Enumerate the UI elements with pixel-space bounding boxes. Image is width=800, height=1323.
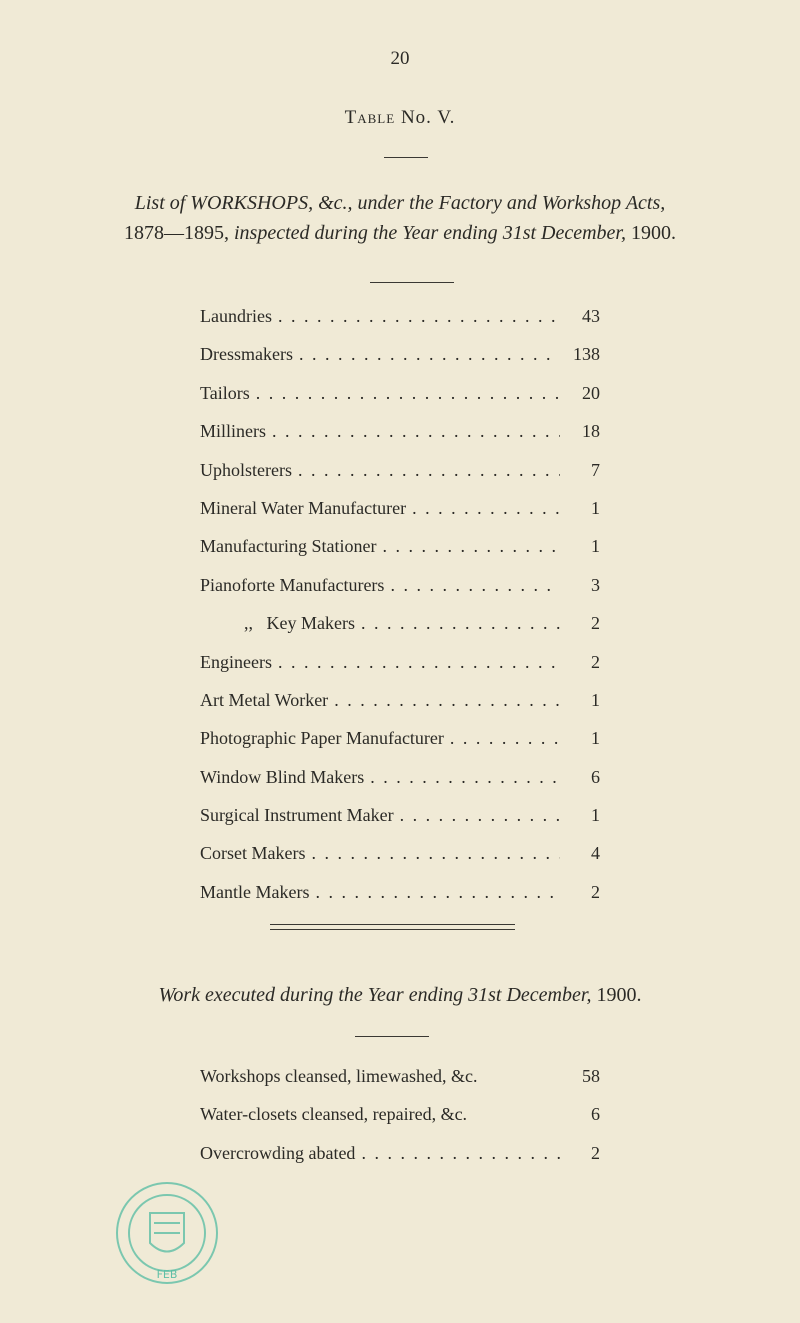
short-rule-lower (355, 1036, 429, 1037)
list-item (200, 575, 600, 613)
item-label: ,, Key Makers (244, 613, 355, 634)
list-item (200, 536, 600, 574)
list-item (200, 882, 600, 920)
work-title-year: 1900. (596, 984, 642, 1006)
item-label: Water-closets cleansed, repaired, &c. (200, 1104, 468, 1125)
work-title-date: 31st December, (468, 984, 592, 1006)
item-label: Tailors (200, 382, 250, 403)
item-value: 1 (591, 497, 600, 518)
double-rule-divider (270, 924, 515, 930)
list-item (200, 652, 600, 690)
item-value: 6 (591, 1104, 600, 1125)
list-item (200, 767, 600, 805)
item-value: 3 (591, 574, 600, 595)
short-rule-middle (370, 282, 454, 283)
library-stamp-icon (112, 1178, 222, 1288)
item-value: 58 (582, 1066, 600, 1086)
item-value: 4 (591, 843, 600, 864)
list-item (200, 460, 600, 498)
item-label: Workshops cleansed, limewashed, &c. (200, 1066, 478, 1086)
table-title-word: Table (344, 107, 396, 128)
list-item (200, 1104, 600, 1142)
table-title (0, 107, 800, 129)
item-value: 2 (591, 613, 600, 634)
item-value: 138 (573, 344, 600, 365)
list-item (200, 1066, 600, 1104)
item-label: Photographic Paper Manufacturer (200, 728, 444, 749)
work-title-text: Work executed during the Year ending (158, 984, 464, 1006)
item-label: Engineers (200, 651, 272, 672)
list-title-year: 1900. (631, 222, 676, 244)
item-label: Corset Makers (200, 843, 306, 864)
list-item (200, 383, 600, 421)
item-value: 6 (591, 766, 600, 787)
item-value: 18 (582, 421, 600, 442)
list-title-inspected: inspected during the Year ending (234, 222, 498, 244)
item-value: 43 (582, 306, 600, 326)
item-label: Window Blind Makers (200, 766, 365, 787)
item-value: 2 (591, 651, 600, 672)
short-rule-top (384, 157, 428, 158)
list-item (200, 728, 600, 766)
item-label: Overcrowding abated (200, 1142, 356, 1163)
list-title-years: 1878—1895, (124, 222, 229, 244)
item-value: 2 (591, 1142, 600, 1163)
item-value: 1 (591, 728, 600, 749)
work-title (0, 984, 800, 1007)
list-item (200, 498, 600, 536)
list-item (200, 344, 600, 382)
item-value: 1 (591, 805, 600, 826)
item-label: Upholsterers (200, 459, 292, 480)
item-value: 1 (591, 689, 600, 710)
table-title-number: No. V. (400, 107, 456, 128)
list-item (200, 306, 600, 344)
list-item (200, 613, 600, 651)
list-title-line1: List of WORKSHOPS, &c., under the Factory and Workshop Acts, (134, 192, 666, 214)
item-value: 7 (591, 459, 600, 480)
list-item (200, 843, 600, 881)
item-value: 2 (591, 881, 600, 902)
page-number: 20 (390, 48, 410, 69)
item-label: Dressmakers (200, 344, 293, 365)
item-label: Surgical Instrument Maker (200, 805, 394, 826)
item-label: Milliners (200, 421, 266, 442)
list-item (200, 805, 600, 843)
item-label: Manufacturing Stationer (200, 536, 377, 557)
list-item (200, 1143, 600, 1181)
item-label: Art Metal Worker (200, 689, 329, 710)
list-item (200, 421, 600, 459)
item-label: Mineral Water Manufacturer (200, 497, 407, 518)
list-title-date: 31st December, (502, 222, 626, 244)
stamp-text: FEB (156, 1268, 178, 1281)
item-label: Pianoforte Manufacturers (200, 574, 385, 595)
work-list (200, 1066, 600, 1181)
item-label: Mantle Makers (200, 881, 310, 902)
list-title (0, 188, 800, 248)
item-value: 20 (582, 382, 600, 403)
item-label: Laundries (200, 306, 272, 326)
item-value: 1 (591, 536, 600, 557)
list-item (200, 690, 600, 728)
workshop-list (200, 306, 600, 920)
